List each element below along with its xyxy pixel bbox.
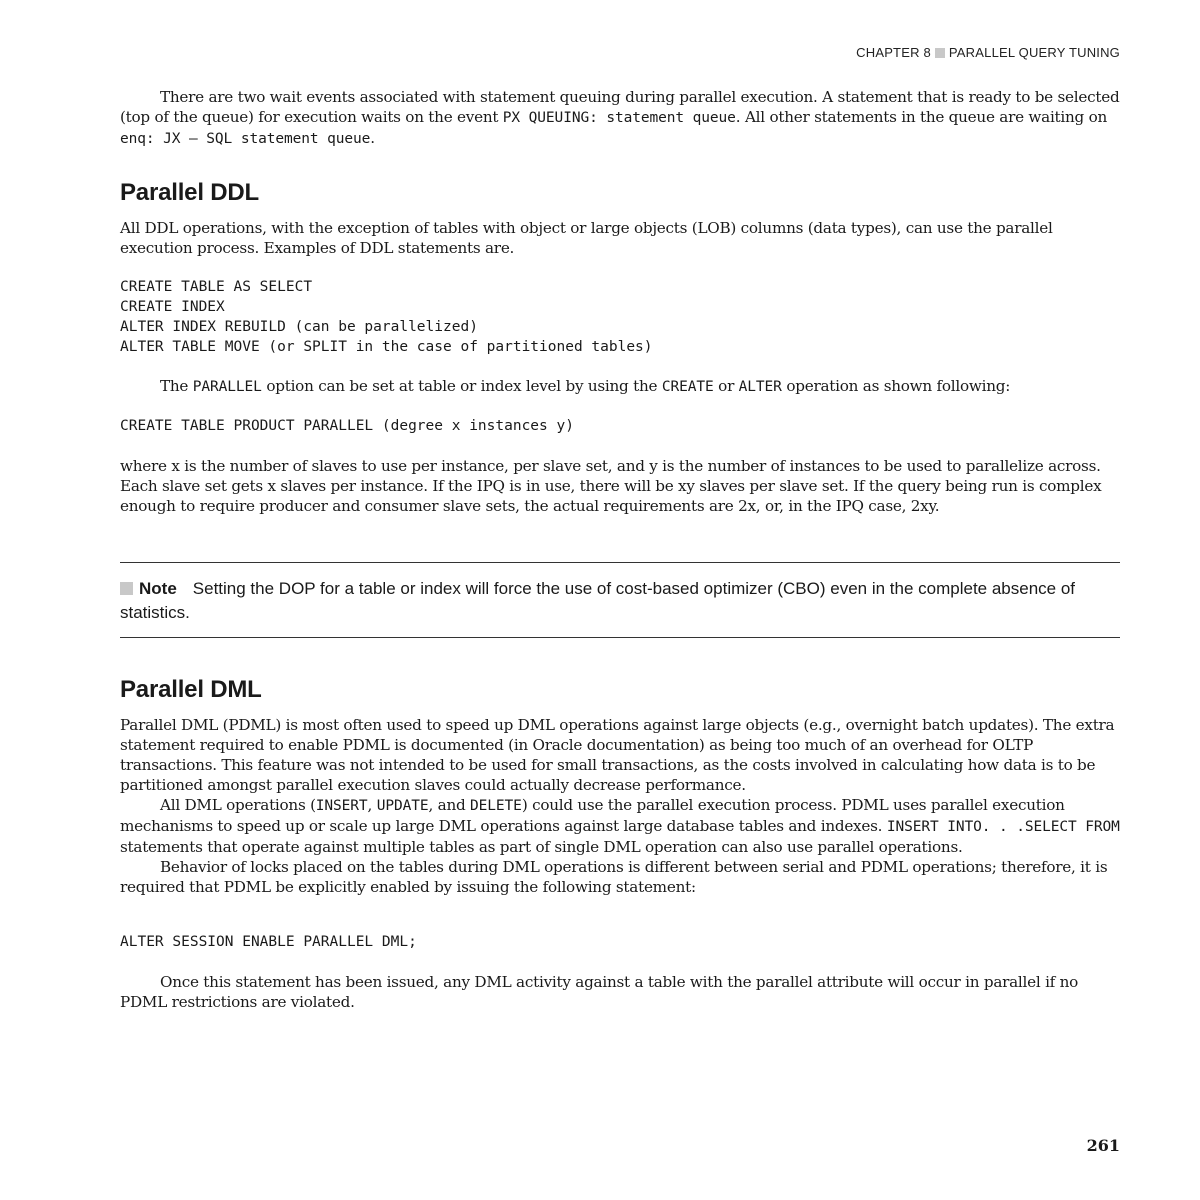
running-header (856, 45, 1120, 60)
code-line: ALTER INDEX REBUILD (can be parallelized) (120, 319, 478, 335)
chapter-label: CHAPTER 8 (856, 45, 931, 60)
code-example: CREATE TABLE PRODUCT PARALLEL (degree x instances y) (120, 418, 574, 434)
intro-section (120, 87, 1120, 149)
dml-paragraph-2: All DML operations (INSERT, UPDATE, and DELETE) could use the parallel execution process. PDML uses parallel execution mechanisms to speed up or scale up large DML operations against large database tables and indexes. INSERT INTO. . .SELECT FROM statements that operate against multiple tables as part of single DML operation can also use parallel operations. (120, 796, 1120, 856)
code-example: ALTER SESSION ENABLE PARALLEL DML; (120, 934, 417, 950)
note-text: Note Setting the DOP for a table or index will force the use of cost-based optimizer (CBO) even in the complete absence of statistics. (120, 579, 1076, 622)
inline-code: ALTER (738, 379, 782, 395)
ddl-paragraph-2: The PARALLEL option can be set at table or index level by using the CREATE or ALTER operation as shown following: (160, 377, 1011, 395)
dml-paragraph-4: Once this statement has been issued, any DML activity against a table with the parallel attribute will occur in parallel if no PDML restrictions are violated. (120, 973, 1079, 1011)
ddl-section (120, 179, 1120, 207)
inline-code: INSERT (315, 798, 368, 814)
note-bottom-rule (120, 637, 1120, 638)
intro-paragraph: There are two wait events associated with statement queuing during parallel execution. A statement that is ready to be selected (top of the queue) for execution waits on the event PX QUEUING: statement queue. All other statements in the queue are waiting on enq: JX – SQL statement queue. (120, 88, 1120, 147)
note-box (120, 577, 1120, 625)
note-top-rule (120, 562, 1120, 563)
code-line: CREATE TABLE AS SELECT (120, 279, 313, 295)
code-line: ALTER TABLE MOVE (or SPLIT in the case of partitioned tables) (120, 339, 653, 355)
note-label: Note (139, 579, 177, 598)
ddl-paragraph-1: All DDL operations, with the exception of tables with object or large objects (LOB) columns (data types), can use the parallel execution process. Examples of DDL statements are. (120, 219, 1053, 257)
inline-code: enq: JX – SQL statement queue (120, 131, 371, 147)
dml-section (120, 676, 1120, 704)
ddl-paragraph-3: where x is the number of slaves to use per instance, per slave set, and y is the number of instances to be used to parallelize across. Each slave set gets x slaves per instance. If the IPQ is in use, there will be xy slaves per slave set. If the query being run is complex enough to require producer and consumer slave sets, the actual requirements are 2x, or, in the IPQ case, 2xy. (120, 457, 1102, 515)
section-heading-dml: Parallel DML (120, 676, 262, 703)
dml-paragraph-1: Parallel DML (PDML) is most often used to speed up DML operations against large objects (e.g., overnight batch updates). The extra statement required to enable PDML is documented (in Oracle documentation) as being too much of an overhead for OLTP transactions. This feature was not intended to be used for small transactions, as the costs involved in calculating how data is to be partitioned amongst parallel execution slaves could actually decrease performance. (120, 716, 1115, 794)
inline-code: PARALLEL (192, 379, 262, 395)
square-bullet-icon (935, 48, 945, 58)
ddl-statement-list (120, 277, 1120, 357)
inline-code: DELETE (470, 798, 522, 814)
inline-code: PX QUEUING: statement queue (502, 110, 736, 126)
chapter-title: PARALLEL QUERY TUNING (948, 45, 1120, 60)
square-bullet-icon (120, 582, 133, 595)
code-line: CREATE INDEX (120, 299, 225, 315)
page-number: 261 (1086, 1136, 1120, 1155)
section-heading-ddl: Parallel DDL (120, 179, 259, 206)
inline-code: INSERT INTO. . .SELECT FROM (886, 819, 1120, 835)
dml-paragraph-3: Behavior of locks placed on the tables during DML operations is different between serial and PDML operations; therefore, it is required that PDML be explicitly enabled by issuing the following statement: (120, 858, 1108, 896)
inline-code: CREATE (661, 379, 714, 395)
inline-code: UPDATE (376, 798, 429, 814)
